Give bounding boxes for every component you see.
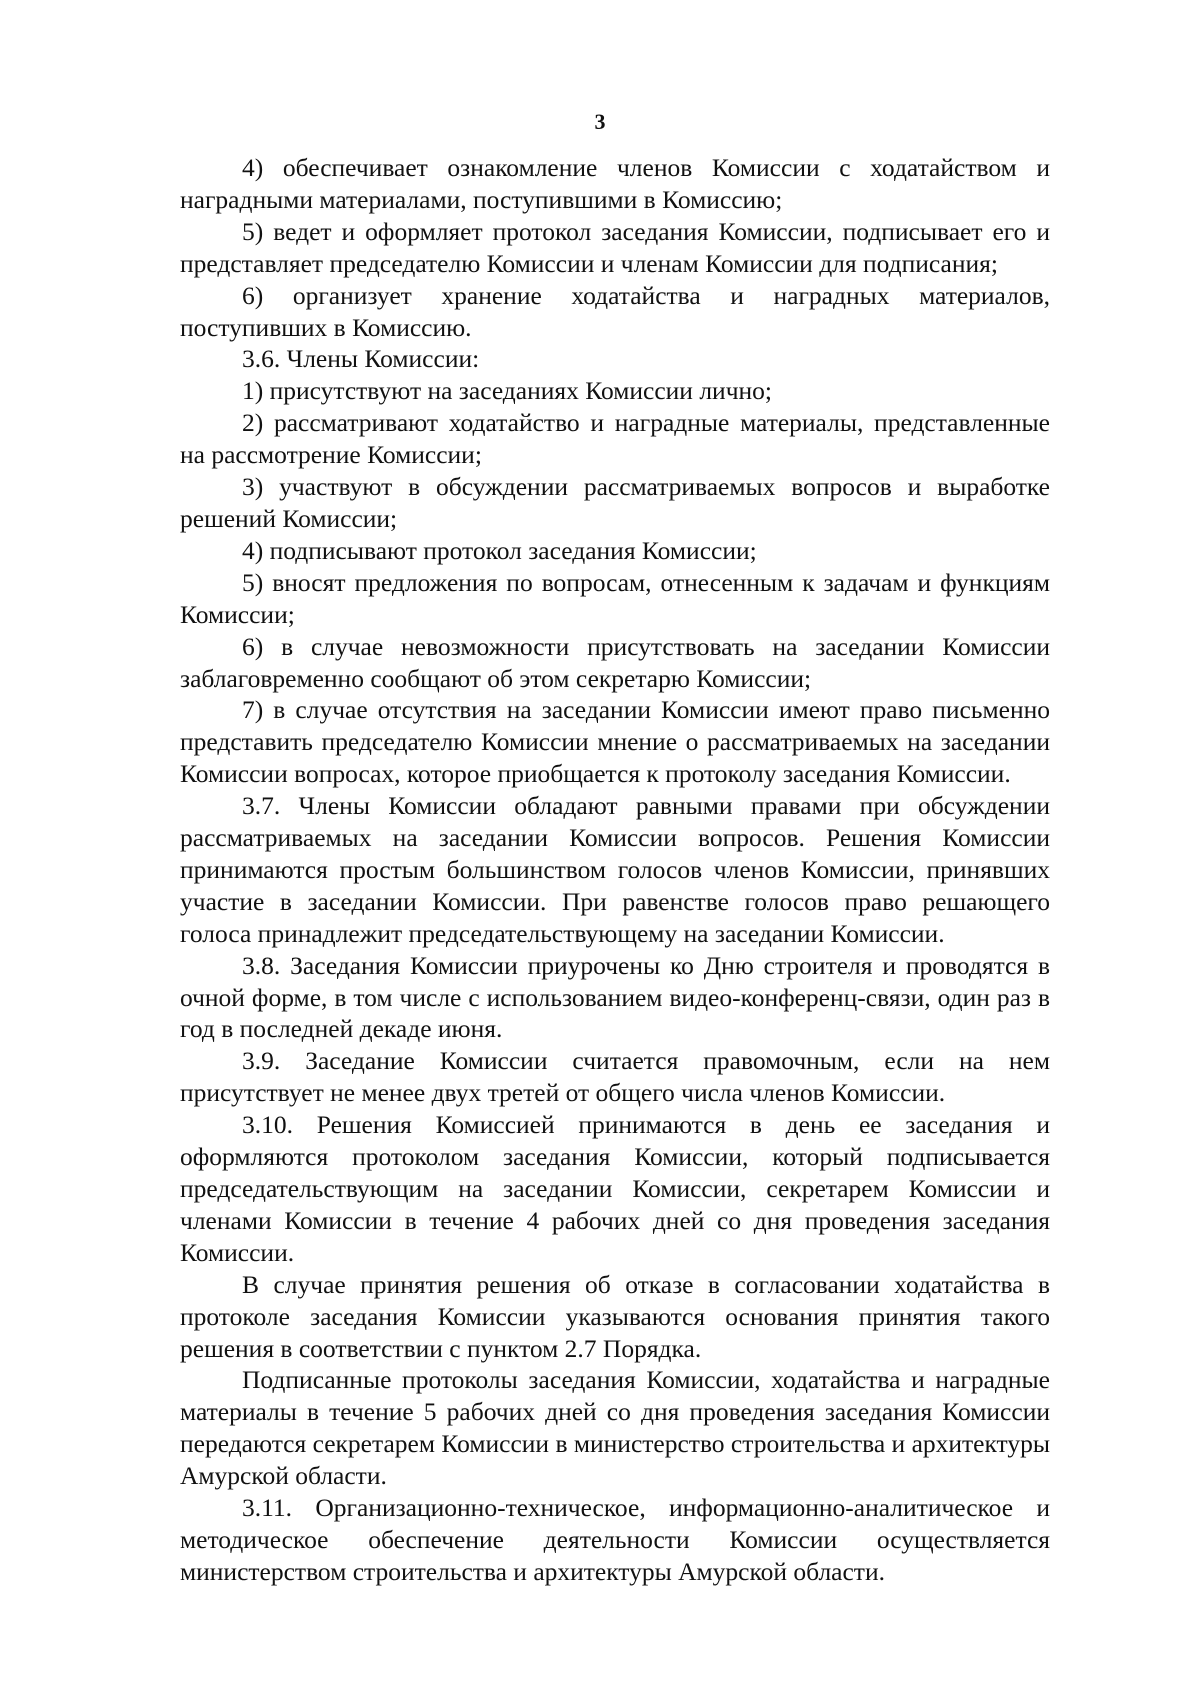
paragraph-member-duty-5: 5) вносят предложения по вопросам, отнесенным к задачам и функциям Комиссии; <box>180 567 1050 629</box>
paragraph-refusal-grounds: В случае принятия решения об отказе в согласовании ходатайства в протоколе заседания Комиссии указываются основания принятия такого решения в соответствии с пунктом 2.7 Порядка. <box>180 1269 1050 1363</box>
paragraph-protocol-transfer: Подписанные протоколы заседания Комиссии, ходатайства и наградные материалы в течение 5 рабочих дней со дня проведения заседания Комиссии передаются секретарем Комиссии в министерство строительства и архитектуры Амурской области. <box>180 1365 1050 1491</box>
paragraph-member-duty-1: 1) присутствуют на заседаниях Комиссии лично; <box>242 376 773 406</box>
paragraph-secretary-duty-5: 5) ведет и оформляет протокол заседания Комиссии, подписывает его и представляет председателю Комиссии и членам Комиссии для подписания; <box>180 216 1050 278</box>
paragraph-section-3-9: 3.9. Заседание Комиссии считается правомочным, если на нем присутствует не менее двух третей от общего числа членов Комиссии. <box>180 1046 1050 1108</box>
paragraph-member-duty-4: 4) подписывают протокол заседания Комиссии; <box>242 535 757 565</box>
paragraph-secretary-duty-6: 6) организует хранение ходатайства и наградных материалов, поступивших в Комиссию. <box>180 280 1050 342</box>
paragraph-section-3-8: 3.8. Заседания Комиссии приурочены ко Дню строителя и проводятся в очной форме, в том числе с использованием видео-конференц-связи, один раз в год в последней декаде июня. <box>180 950 1050 1044</box>
paragraph-section-3-11: 3.11. Организационно-техническое, информационно-аналитическое и методическое обеспечение деятельности Комиссии осуществляется министерством строительства и архитектуры Амурской области. <box>180 1493 1050 1586</box>
document-body <box>180 152 1050 1588</box>
paragraph-member-duty-3: 3) участвуют в обсуждении рассматриваемых вопросов и выработке решений Комиссии; <box>180 472 1050 533</box>
paragraph-member-duty-2: 2) рассматривают ходатайство и наградные материалы, представленные на рассмотрение Комиссии; <box>180 408 1050 470</box>
paragraph-member-duty-7: 7) в случае отсутствия на заседании Комиссии имеют право письменно представить председателю Комиссии мнение о рассматриваемых на заседании Комиссии вопросах, которое приобщается к протоколу заседания Комиссии. <box>180 695 1050 789</box>
page-number: 3 <box>594 109 606 134</box>
paragraph-secretary-duty-4: 4) обеспечивает ознакомление членов Комиссии с ходатайством и наградными материалами, поступившими в Комиссию; <box>180 153 1050 214</box>
paragraph-section-3-10: 3.10. Решения Комиссией принимаются в день ее заседания и оформляются протоколом заседания Комиссии, который подписывается председательствующим на заседании Комиссии, секретарем Комиссии и членами Комиссии в течение 4 рабочих дней со дня проведения заседания Комиссии. <box>180 1110 1050 1267</box>
paragraph-section-3-7: 3.7. Члены Комиссии обладают равными правами при обсуждении рассматриваемых на заседании Комиссии вопросов. Решения Комиссии принимаются простым большинством голосов членов Комиссии, принявших участие в заседании Комиссии. При равенстве голосов право решающего голоса принадлежит председательствующему на заседании Комиссии. <box>180 791 1050 948</box>
paragraph-section-3-6-heading: 3.6. Члены Комиссии: <box>242 344 480 374</box>
paragraph-member-duty-6: 6) в случае невозможности присутствовать на заседании Комиссии заблаговременно сообщают об этом секретарю Комиссии; <box>180 631 1050 693</box>
